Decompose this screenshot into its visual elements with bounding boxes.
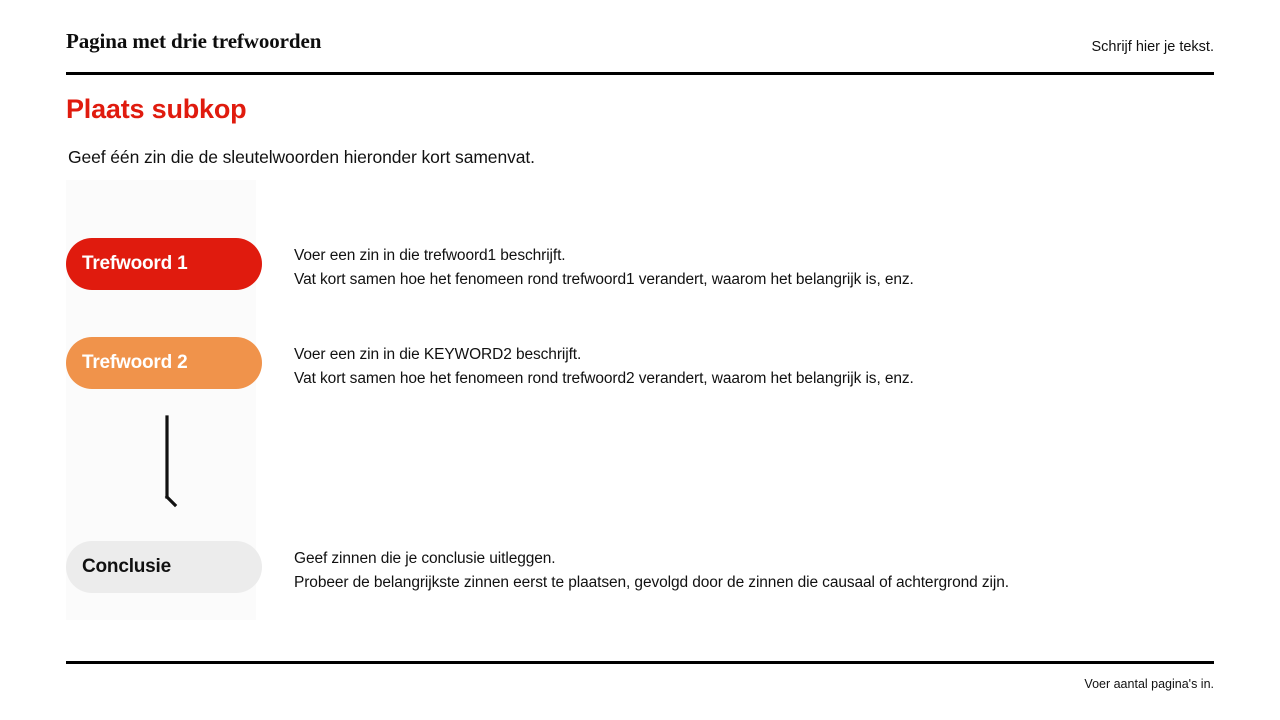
- keyword-pill-1-label: Trefwoord 1: [82, 253, 188, 274]
- keyword-row-2-line2: Vat kort samen hoe het fenomeen rond trefwoord2 verandert, waarom het belangrijk is, enz.: [294, 369, 914, 387]
- keyword-pill-2-label: Trefwoord 2: [82, 352, 188, 373]
- keyword-row-1-line2: Vat kort samen hoe het fenomeen rond trefwoord1 verandert, waarom het belangrijk is, enz.: [294, 270, 914, 288]
- keyword-row-2: [66, 337, 1214, 390]
- summary-text[interactable]: Geef één zin die de sleutelwoorden hieronder kort samenvat.: [68, 147, 535, 167]
- keyword-row-2-text[interactable]: [294, 337, 914, 390]
- conclusion-row: [66, 541, 1214, 594]
- keyword-row-1-line1: Voer een zin in die trefwoord1 beschrijft.: [294, 247, 566, 264]
- conclusion-pill[interactable]: [66, 541, 262, 593]
- keyword-pill-1[interactable]: [66, 238, 262, 290]
- page-title: Pagina met drie trefwoorden: [66, 29, 322, 53]
- conclusion-line2: Probeer de belangrijkste zinnen eerst te plaatsen, gevolgd door de zinnen die causaal of achtergrond zijn.: [294, 573, 1009, 591]
- subheading[interactable]: Plaats subkop: [66, 94, 247, 124]
- footer-page-count[interactable]: Voer aantal pagina's in.: [1084, 677, 1214, 691]
- down-arrow-icon: [150, 415, 210, 510]
- header-note[interactable]: Schrijf hier je tekst.: [1091, 39, 1214, 55]
- keyword-pill-2[interactable]: [66, 337, 262, 389]
- header-divider: [66, 72, 1214, 75]
- conclusion-row-text[interactable]: [294, 541, 1009, 594]
- keyword-row-2-line1: Voer een zin in die KEYWORD2 beschrijft.: [294, 346, 582, 363]
- conclusion-pill-label: Conclusie: [82, 556, 171, 577]
- keyword-row-1-text[interactable]: [294, 238, 914, 291]
- conclusion-line1: Geef zinnen die je conclusie uitleggen.: [294, 550, 556, 567]
- footer-divider: [66, 661, 1214, 664]
- keyword-row-1: [66, 238, 1214, 291]
- header: [66, 30, 1214, 74]
